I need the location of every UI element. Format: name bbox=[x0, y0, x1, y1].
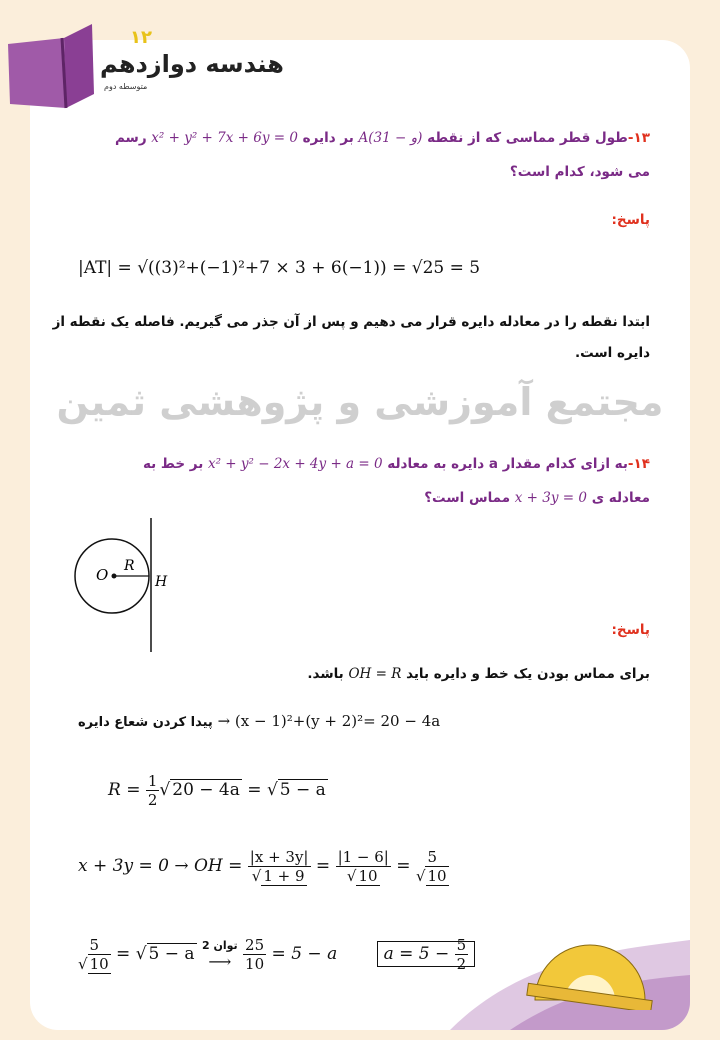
logo: ۱۲ هندسه دوازدهم متوسطه دوم bbox=[100, 27, 284, 91]
answer-label-14: پاسخ: bbox=[611, 622, 650, 638]
question-14: ۱۴-به ازای کدام مقدار a دایره به معادله x² + y² − 2x + 4y + a = 0 بر خط به bbox=[142, 456, 650, 472]
question-13-line2: می شود، کدام است؟ bbox=[509, 164, 650, 180]
distance-formula: x + 3y = 0 → OH = $\frac{|x + 3y|}{√ 1 + 9}$ = $\frac{|1 - 6|}{√ 10}$ = $\frac{5}{√ 10}$ bbox=[78, 848, 447, 885]
label-r: R bbox=[124, 558, 135, 574]
label-h: H bbox=[155, 574, 168, 590]
final-formula: $\frac{5}{√ 10}$ = √ 5 − a توان 2 ⟶ $\frac{25}{10}$ = 5 − a a = 5 − $\frac{5}{2}$ bbox=[78, 936, 475, 973]
final-answer-box: a = 5 − $\frac{5}{2}$ bbox=[377, 941, 476, 967]
book-icon bbox=[4, 24, 96, 110]
circle-tangent-diagram bbox=[70, 516, 180, 656]
answer-label: پاسخ: bbox=[611, 212, 650, 228]
protractor-icon bbox=[525, 920, 655, 1010]
page bbox=[30, 27, 690, 1030]
tangent-condition: برای مماس بودن یک خط و دایره باید OH = R باشد. bbox=[307, 666, 650, 682]
watermark: مجتمع آموزشی و پژوهشی ثمین bbox=[56, 380, 664, 424]
label-o: O bbox=[96, 566, 109, 584]
radius-line: پیدا کردن شعاع دایره → (x − 1)²+(y + 2)²= 20 − 4a bbox=[78, 712, 441, 730]
radius-formula: R = $\frac{1}{2}$ √ 20 − 4a = √ 5 − a bbox=[108, 772, 326, 809]
explanation-line2: دایره است. bbox=[574, 345, 650, 361]
formula-at: |AT| = √((3)²+(−1)²+7 × 3 + 6(−1)) = √25 = 5 bbox=[78, 258, 481, 278]
explanation-line1: ابتدا نقطه را در معادله دایره قرار می دهیم و پس از آن جذر می گیریم. فاصله یک نقطه از bbox=[52, 314, 650, 330]
question-13: ۱۳-طول قطر مماسی که از نقطه A(3و − 1) بر دایره x² + y² + 7x + 6y = 0 رسم bbox=[114, 130, 650, 146]
question-14-line2: معادله ی x + 3y = 0 مماس است؟ bbox=[424, 490, 650, 506]
